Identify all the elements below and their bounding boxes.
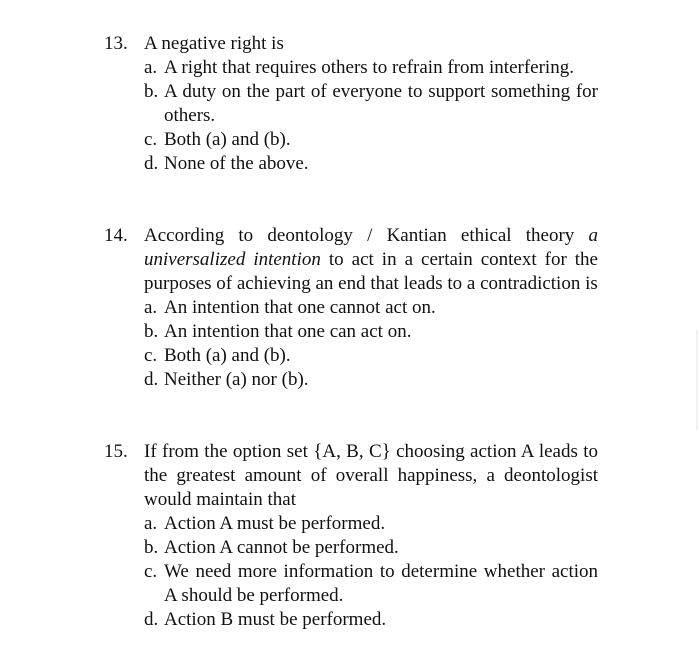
option-letter: d. xyxy=(144,609,159,630)
option-text: An intention that one cannot act on. xyxy=(164,297,436,318)
question-14-option-b xyxy=(144,320,598,344)
option-letter: b. xyxy=(144,537,159,558)
question-14-option-a xyxy=(144,296,598,320)
option-letter: a. xyxy=(144,297,158,318)
option-text: Action A must be performed. xyxy=(164,513,386,534)
option-letter: a. xyxy=(144,513,158,534)
option-letter: d. xyxy=(144,369,159,390)
question-14-option-c xyxy=(144,344,598,368)
question-14-options xyxy=(144,296,598,392)
question-13-text: A negative right is xyxy=(144,33,284,54)
option-letter: c. xyxy=(144,129,158,150)
question-15 xyxy=(104,440,598,632)
question-14-stem xyxy=(104,224,598,296)
question-15-option-c xyxy=(144,560,598,608)
question-15-options xyxy=(144,512,598,632)
question-14-number: 14. xyxy=(104,225,128,246)
option-text: Action B must be performed. xyxy=(164,609,387,630)
question-13-option-c xyxy=(144,128,598,152)
question-14-text-after: to act in a certain context for the purposes of achieving an end that leads to a contradiction is xyxy=(144,249,598,294)
question-15-option-b xyxy=(144,536,598,560)
option-text: A right that requires others to refrain from interfering. xyxy=(164,57,574,78)
question-15-option-d xyxy=(144,608,598,632)
question-13-number: 13. xyxy=(104,33,128,54)
question-13-option-a xyxy=(144,56,598,80)
question-13-option-d xyxy=(144,152,598,176)
option-text: None of the above. xyxy=(164,153,309,174)
option-letter: c. xyxy=(144,345,158,366)
option-text: An intention that one can act on. xyxy=(164,321,412,342)
question-14-option-d xyxy=(144,368,598,392)
option-text: Action A cannot be performed. xyxy=(164,537,399,558)
option-letter: d. xyxy=(144,153,159,174)
question-13 xyxy=(104,32,598,176)
question-15-stem xyxy=(104,440,598,512)
option-text: Both (a) and (b). xyxy=(164,345,291,366)
question-14 xyxy=(104,224,598,392)
option-letter: b. xyxy=(144,321,159,342)
question-13-stem xyxy=(104,32,598,56)
option-letter: a. xyxy=(144,57,158,78)
option-letter: c. xyxy=(144,561,158,582)
option-text: Neither (a) nor (b). xyxy=(164,369,309,390)
option-text: A duty on the part of everyone to support something for others. xyxy=(164,81,598,126)
question-14-text-italic: a universalized intention xyxy=(144,225,599,270)
question-15-number: 15. xyxy=(104,441,128,462)
question-14-text-before: According to deontology / Kantian ethical theory xyxy=(144,225,575,246)
option-text: Both (a) and (b). xyxy=(164,129,291,150)
question-13-option-b xyxy=(144,80,598,128)
option-text: We need more information to determine whether action A should be performed. xyxy=(164,561,598,606)
question-13-options xyxy=(144,56,598,176)
option-letter: b. xyxy=(144,81,159,102)
question-15-option-a xyxy=(144,512,598,536)
scrollbar-track xyxy=(696,330,698,430)
question-15-text: If from the option set {A, B, C} choosing action A leads to the greatest amount of overall happiness, a deontologist would maintain that xyxy=(144,441,598,510)
